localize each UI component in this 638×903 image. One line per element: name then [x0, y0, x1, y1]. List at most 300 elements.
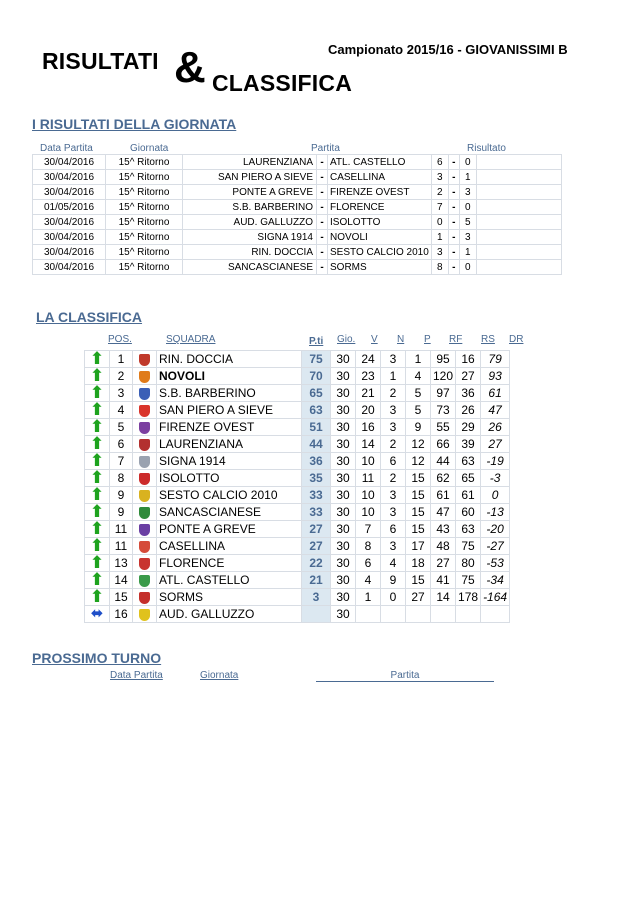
- standings-goal-difference: 61: [481, 385, 510, 402]
- standings-losses: 27: [406, 589, 431, 606]
- standings-position: 3: [110, 385, 133, 402]
- result-score-separator: -: [448, 170, 459, 185]
- trend-cell: [85, 572, 110, 589]
- standings-team-name: NOVOLI: [157, 368, 302, 385]
- standings-goals-against: 75: [456, 538, 481, 555]
- team-crest-icon: [139, 422, 150, 434]
- standings-row: [85, 453, 510, 470]
- standings-draws: 3: [381, 487, 406, 504]
- team-crest-icon: [139, 473, 150, 485]
- championship-title: Campionato 2015/16 - GIOVANISSIMI B: [328, 42, 568, 57]
- team-crest-cell: [133, 504, 157, 521]
- standings-points: 27: [302, 521, 331, 538]
- standings-goal-difference: 47: [481, 402, 510, 419]
- standings-points: 63: [302, 402, 331, 419]
- result-away-team: ATL. CASTELLO: [328, 155, 432, 170]
- result-match-separator: -: [317, 245, 328, 260]
- standings-team-name: S.B. BARBERINO: [157, 385, 302, 402]
- standings-row: [85, 504, 510, 521]
- standings-goal-difference: -19: [481, 453, 510, 470]
- trend-cell: [85, 419, 110, 436]
- standings-played: 30: [331, 436, 356, 453]
- standings-goals-against: 178: [456, 589, 481, 606]
- standings-header-dr: DR: [509, 334, 524, 345]
- standings-points: 33: [302, 487, 331, 504]
- standings-goals-for: 120: [431, 368, 456, 385]
- result-score-separator: -: [448, 215, 459, 230]
- result-score-separator: -: [448, 245, 459, 260]
- standings-goal-difference: -53: [481, 555, 510, 572]
- result-away-score: 1: [459, 245, 476, 260]
- result-empty-cell: [476, 260, 561, 275]
- standings-team-name: PONTE A GREVE: [157, 521, 302, 538]
- standings-goal-difference: -27: [481, 538, 510, 555]
- standings-played: 30: [331, 453, 356, 470]
- standings-wins: 11: [356, 470, 381, 487]
- standings-row: [85, 402, 510, 419]
- next-header-match: Partita: [316, 670, 494, 682]
- standings-row: [85, 487, 510, 504]
- standings-losses: 15: [406, 521, 431, 538]
- result-date: 30/04/2016: [33, 170, 106, 185]
- standings-wins: 14: [356, 436, 381, 453]
- standings-wins: 10: [356, 487, 381, 504]
- standings-goals-against: 61: [456, 487, 481, 504]
- result-score-separator: -: [448, 260, 459, 275]
- trend-up-arrow-icon: ⬆: [89, 349, 105, 368]
- trend-up-arrow-icon: ⬆: [89, 400, 105, 419]
- team-crest-cell: [133, 419, 157, 436]
- standings-goal-difference: 93: [481, 368, 510, 385]
- result-away-team: ISOLOTTO: [328, 215, 432, 230]
- result-empty-cell: [476, 185, 561, 200]
- standings-losses: 15: [406, 572, 431, 589]
- result-round: 15^ Ritorno: [106, 245, 183, 260]
- result-empty-cell: [476, 200, 561, 215]
- result-empty-cell: [476, 245, 561, 260]
- result-home-team: SANCASCIANESE: [183, 260, 317, 275]
- standings-goals-against: 27: [456, 368, 481, 385]
- standings-points: 44: [302, 436, 331, 453]
- result-empty-cell: [476, 155, 561, 170]
- team-crest-cell: [133, 351, 157, 368]
- standings-goals-against: 80: [456, 555, 481, 572]
- result-away-score: 0: [459, 155, 476, 170]
- standings-team-name: ISOLOTTO: [157, 470, 302, 487]
- trend-cell: [85, 504, 110, 521]
- standings-draws: 3: [381, 419, 406, 436]
- results-table: [32, 154, 562, 275]
- standings-draws: 6: [381, 521, 406, 538]
- standings-points: 22: [302, 555, 331, 572]
- team-crest-icon: [139, 541, 150, 553]
- result-away-score: 0: [459, 260, 476, 275]
- standings-draws: 2: [381, 385, 406, 402]
- team-crest-cell: [133, 402, 157, 419]
- trend-cell: [85, 538, 110, 555]
- result-empty-cell: [476, 215, 561, 230]
- trend-up-arrow-icon: ⬆: [89, 383, 105, 402]
- team-crest-cell: [133, 521, 157, 538]
- result-home-team: LAURENZIANA: [183, 155, 317, 170]
- team-crest-cell: [133, 487, 157, 504]
- standings-goal-difference: -13: [481, 504, 510, 521]
- result-away-score: 3: [459, 230, 476, 245]
- team-crest-icon: [139, 592, 150, 604]
- standings-goals-for: 48: [431, 538, 456, 555]
- standings-played: 30: [331, 521, 356, 538]
- standings-header-n: N: [397, 334, 405, 345]
- standings-wins: 8: [356, 538, 381, 555]
- standings-goals-for: 27: [431, 555, 456, 572]
- result-away-score: 1: [459, 170, 476, 185]
- standings-wins: 4: [356, 572, 381, 589]
- standings-losses: [406, 606, 431, 623]
- trend-cell: [85, 436, 110, 453]
- logo-word-classifica: CLASSIFICA: [212, 70, 352, 96]
- team-crest-icon: [139, 456, 150, 468]
- result-round: 15^ Ritorno: [106, 170, 183, 185]
- standings-goals-against: 29: [456, 419, 481, 436]
- team-crest-icon: [139, 524, 150, 536]
- standings-wins: 10: [356, 504, 381, 521]
- standings-row: [85, 419, 510, 436]
- standings-position: 13: [110, 555, 133, 572]
- team-crest-icon: [139, 609, 150, 621]
- team-crest-cell: [133, 453, 157, 470]
- standings-losses: 4: [406, 368, 431, 385]
- result-round: 15^ Ritorno: [106, 260, 183, 275]
- next-header-round: Giornata: [200, 670, 239, 681]
- team-crest-cell: [133, 555, 157, 572]
- standings-row: [85, 555, 510, 572]
- standings-goals-for: 47: [431, 504, 456, 521]
- standings-goals-for: 43: [431, 521, 456, 538]
- result-home-team: PONTE A GREVE: [183, 185, 317, 200]
- team-crest-cell: [133, 385, 157, 402]
- result-home-team: SIGNA 1914: [183, 230, 317, 245]
- standings-row: [85, 606, 510, 623]
- result-row: [33, 155, 562, 170]
- standings-played: 30: [331, 504, 356, 521]
- trend-up-arrow-icon: ⬆: [89, 485, 105, 504]
- trend-cell: [85, 368, 110, 385]
- standings-team-name: SANCASCIANESE: [157, 504, 302, 521]
- standings-played: 30: [331, 606, 356, 623]
- result-match-separator: -: [317, 260, 328, 275]
- result-date: 30/04/2016: [33, 185, 106, 200]
- result-home-score: 0: [431, 215, 448, 230]
- standings-team-name: SIGNA 1914: [157, 453, 302, 470]
- next-header-date: Data Partita: [110, 670, 163, 681]
- result-home-score: 2: [431, 185, 448, 200]
- standings-draws: 6: [381, 453, 406, 470]
- standings-team-name: AUD. GALLUZZO: [157, 606, 302, 623]
- standings-goals-for: 95: [431, 351, 456, 368]
- standings-played: 30: [331, 487, 356, 504]
- result-score-separator: -: [448, 185, 459, 200]
- results-section-title: I RISULTATI DELLA GIORNATA: [32, 116, 237, 132]
- standings-goals-for: 97: [431, 385, 456, 402]
- result-row: [33, 230, 562, 245]
- standings-header-pos: POS.: [108, 334, 132, 345]
- team-crest-cell: [133, 589, 157, 606]
- team-crest-icon: [139, 388, 150, 400]
- standings-goals-for: 62: [431, 470, 456, 487]
- standings-losses: 15: [406, 470, 431, 487]
- standings-position: 11: [110, 538, 133, 555]
- standings-header-p: P: [424, 334, 431, 345]
- standings-goals-against: 75: [456, 572, 481, 589]
- standings-goals-against: 26: [456, 402, 481, 419]
- standings-goal-difference: 0: [481, 487, 510, 504]
- standings-draws: 3: [381, 351, 406, 368]
- result-home-score: 3: [431, 245, 448, 260]
- standings-section-title: LA CLASSIFICA: [36, 309, 143, 325]
- standings-goals-for: 44: [431, 453, 456, 470]
- standings-header-pts: P.ti: [309, 336, 324, 347]
- standings-team-name: RIN. DOCCIA: [157, 351, 302, 368]
- standings-played: 30: [331, 385, 356, 402]
- trend-up-arrow-icon: ⬆: [89, 536, 105, 555]
- standings-wins: 24: [356, 351, 381, 368]
- standings-draws: 2: [381, 470, 406, 487]
- team-crest-icon: [139, 405, 150, 417]
- team-crest-cell: [133, 572, 157, 589]
- standings-draws: 3: [381, 538, 406, 555]
- logo-word-risultati: RISULTATI: [42, 48, 159, 74]
- trend-up-arrow-icon: ⬆: [89, 451, 105, 470]
- standings-goals-for: 61: [431, 487, 456, 504]
- standings-played: 30: [331, 402, 356, 419]
- team-crest-icon: [139, 490, 150, 502]
- standings-row: [85, 589, 510, 606]
- standings-wins: 1: [356, 589, 381, 606]
- standings-goals-against: 65: [456, 470, 481, 487]
- standings-wins: 21: [356, 385, 381, 402]
- team-crest-cell: [133, 606, 157, 623]
- standings-position: 11: [110, 521, 133, 538]
- standings-goal-difference: [481, 606, 510, 623]
- standings-position: 6: [110, 436, 133, 453]
- standings-played: 30: [331, 470, 356, 487]
- standings-points: 35: [302, 470, 331, 487]
- standings-position: 5: [110, 419, 133, 436]
- trend-cell: [85, 555, 110, 572]
- result-match-separator: -: [317, 170, 328, 185]
- standings-losses: 9: [406, 419, 431, 436]
- standings-losses: 15: [406, 504, 431, 521]
- standings-row: [85, 385, 510, 402]
- result-score-separator: -: [448, 200, 459, 215]
- result-away-team: CASELLINA: [328, 170, 432, 185]
- standings-draws: 4: [381, 555, 406, 572]
- trend-up-arrow-icon: ⬆: [89, 502, 105, 521]
- standings-losses: 18: [406, 555, 431, 572]
- trend-cell: [85, 589, 110, 606]
- standings-losses: 1: [406, 351, 431, 368]
- standings-wins: 6: [356, 555, 381, 572]
- standings-team-name: SAN PIERO A SIEVE: [157, 402, 302, 419]
- result-date: 30/04/2016: [33, 260, 106, 275]
- standings-goals-against: [456, 606, 481, 623]
- standings-goals-for: [431, 606, 456, 623]
- trend-up-arrow-icon: ⬆: [89, 417, 105, 436]
- result-home-score: 6: [431, 155, 448, 170]
- trend-cell: [85, 402, 110, 419]
- trend-up-arrow-icon: ⬆: [89, 553, 105, 572]
- standings-points: 51: [302, 419, 331, 436]
- standings-goals-for: 66: [431, 436, 456, 453]
- team-crest-icon: [139, 507, 150, 519]
- team-crest-cell: [133, 368, 157, 385]
- next-section-title: PROSSIMO TURNO: [32, 650, 162, 666]
- trend-up-arrow-icon: ⬆: [89, 570, 105, 589]
- standings-row: [85, 572, 510, 589]
- standings-draws: [381, 606, 406, 623]
- trend-up-arrow-icon: ⬆: [89, 519, 105, 538]
- standings-goal-difference: 27: [481, 436, 510, 453]
- standings-team-name: FIRENZE OVEST: [157, 419, 302, 436]
- team-crest-icon: [139, 354, 150, 366]
- standings-header-rs: RS: [481, 334, 495, 345]
- result-home-score: 3: [431, 170, 448, 185]
- standings-team-name: SORMS: [157, 589, 302, 606]
- standings-goals-against: 16: [456, 351, 481, 368]
- standings-goal-difference: -164: [481, 589, 510, 606]
- standings-goals-for: 55: [431, 419, 456, 436]
- result-date: 30/04/2016: [33, 215, 106, 230]
- trend-cell: [85, 453, 110, 470]
- team-crest-icon: [139, 575, 150, 587]
- standings-wins: 7: [356, 521, 381, 538]
- team-crest-cell: [133, 436, 157, 453]
- standings-draws: 3: [381, 504, 406, 521]
- standings-row: [85, 351, 510, 368]
- result-round: 15^ Ritorno: [106, 230, 183, 245]
- standings-header-rf: RF: [449, 334, 463, 345]
- trend-cell: [85, 487, 110, 504]
- standings-played: 30: [331, 419, 356, 436]
- standings-header-v: V: [371, 334, 378, 345]
- standings-goals-for: 73: [431, 402, 456, 419]
- results-header-date: Data Partita: [40, 143, 93, 154]
- result-date: 30/04/2016: [33, 245, 106, 260]
- result-away-score: 5: [459, 215, 476, 230]
- result-row: [33, 215, 562, 230]
- standings-losses: 15: [406, 487, 431, 504]
- result-round: 15^ Ritorno: [106, 155, 183, 170]
- standings-played: 30: [331, 589, 356, 606]
- standings-position: 16: [110, 606, 133, 623]
- result-date: 30/04/2016: [33, 230, 106, 245]
- standings-points: [302, 606, 331, 623]
- trend-cell: [85, 351, 110, 368]
- standings-goals-against: 63: [456, 453, 481, 470]
- results-header-result: Risultato: [467, 143, 506, 154]
- standings-points: 36: [302, 453, 331, 470]
- standings-wins: 16: [356, 419, 381, 436]
- standings-table: [84, 350, 510, 623]
- result-away-team: SESTO CALCIO 2010: [328, 245, 432, 260]
- result-away-team: SORMS: [328, 260, 432, 275]
- standings-header-gio: Gio.: [337, 334, 356, 345]
- standings-header-team: SQUADRA: [166, 334, 216, 345]
- standings-position: 8: [110, 470, 133, 487]
- standings-goal-difference: -3: [481, 470, 510, 487]
- trend-up-arrow-icon: ⬆: [89, 587, 105, 606]
- standings-goal-difference: -20: [481, 521, 510, 538]
- logo-ampersand: &: [174, 43, 206, 92]
- result-away-team: NOVOLI: [328, 230, 432, 245]
- standings-row: [85, 368, 510, 385]
- result-match-separator: -: [317, 185, 328, 200]
- standings-points: 75: [302, 351, 331, 368]
- standings-losses: 5: [406, 385, 431, 402]
- standings-team-name: LAURENZIANA: [157, 436, 302, 453]
- standings-team-name: SESTO CALCIO 2010: [157, 487, 302, 504]
- result-home-team: S.B. BARBERINO: [183, 200, 317, 215]
- standings-position: 1: [110, 351, 133, 368]
- team-crest-icon: [139, 558, 150, 570]
- standings-goals-against: 39: [456, 436, 481, 453]
- standings-goal-difference: 79: [481, 351, 510, 368]
- result-match-separator: -: [317, 200, 328, 215]
- standings-goals-against: 36: [456, 385, 481, 402]
- result-round: 15^ Ritorno: [106, 185, 183, 200]
- result-away-team: FLORENCE: [328, 200, 432, 215]
- standings-losses: 17: [406, 538, 431, 555]
- trend-cell: [85, 606, 110, 623]
- team-crest-cell: [133, 470, 157, 487]
- standings-goal-difference: -34: [481, 572, 510, 589]
- standings-wins: [356, 606, 381, 623]
- standings-points: 33: [302, 504, 331, 521]
- team-crest-cell: [133, 538, 157, 555]
- result-match-separator: -: [317, 215, 328, 230]
- result-row: [33, 245, 562, 260]
- trend-up-arrow-icon: ⬆: [89, 434, 105, 453]
- standings-points: 21: [302, 572, 331, 589]
- result-empty-cell: [476, 170, 561, 185]
- standings-points: 65: [302, 385, 331, 402]
- standings-draws: 9: [381, 572, 406, 589]
- standings-position: 14: [110, 572, 133, 589]
- standings-played: 30: [331, 351, 356, 368]
- result-empty-cell: [476, 230, 561, 245]
- standings-played: 30: [331, 555, 356, 572]
- standings-draws: 0: [381, 589, 406, 606]
- standings-played: 30: [331, 368, 356, 385]
- result-date: 30/04/2016: [33, 155, 106, 170]
- standings-wins: 10: [356, 453, 381, 470]
- result-away-score: 0: [459, 200, 476, 215]
- result-home-score: 1: [431, 230, 448, 245]
- standings-position: 4: [110, 402, 133, 419]
- standings-row: [85, 470, 510, 487]
- standings-position: 15: [110, 589, 133, 606]
- standings-played: 30: [331, 572, 356, 589]
- result-score-separator: -: [448, 230, 459, 245]
- team-crest-icon: [139, 439, 150, 451]
- result-score-separator: -: [448, 155, 459, 170]
- standings-goals-for: 14: [431, 589, 456, 606]
- standings-wins: 20: [356, 402, 381, 419]
- standings-goals-against: 63: [456, 521, 481, 538]
- standings-draws: 1: [381, 368, 406, 385]
- standings-played: 30: [331, 538, 356, 555]
- standings-team-name: CASELLINA: [157, 538, 302, 555]
